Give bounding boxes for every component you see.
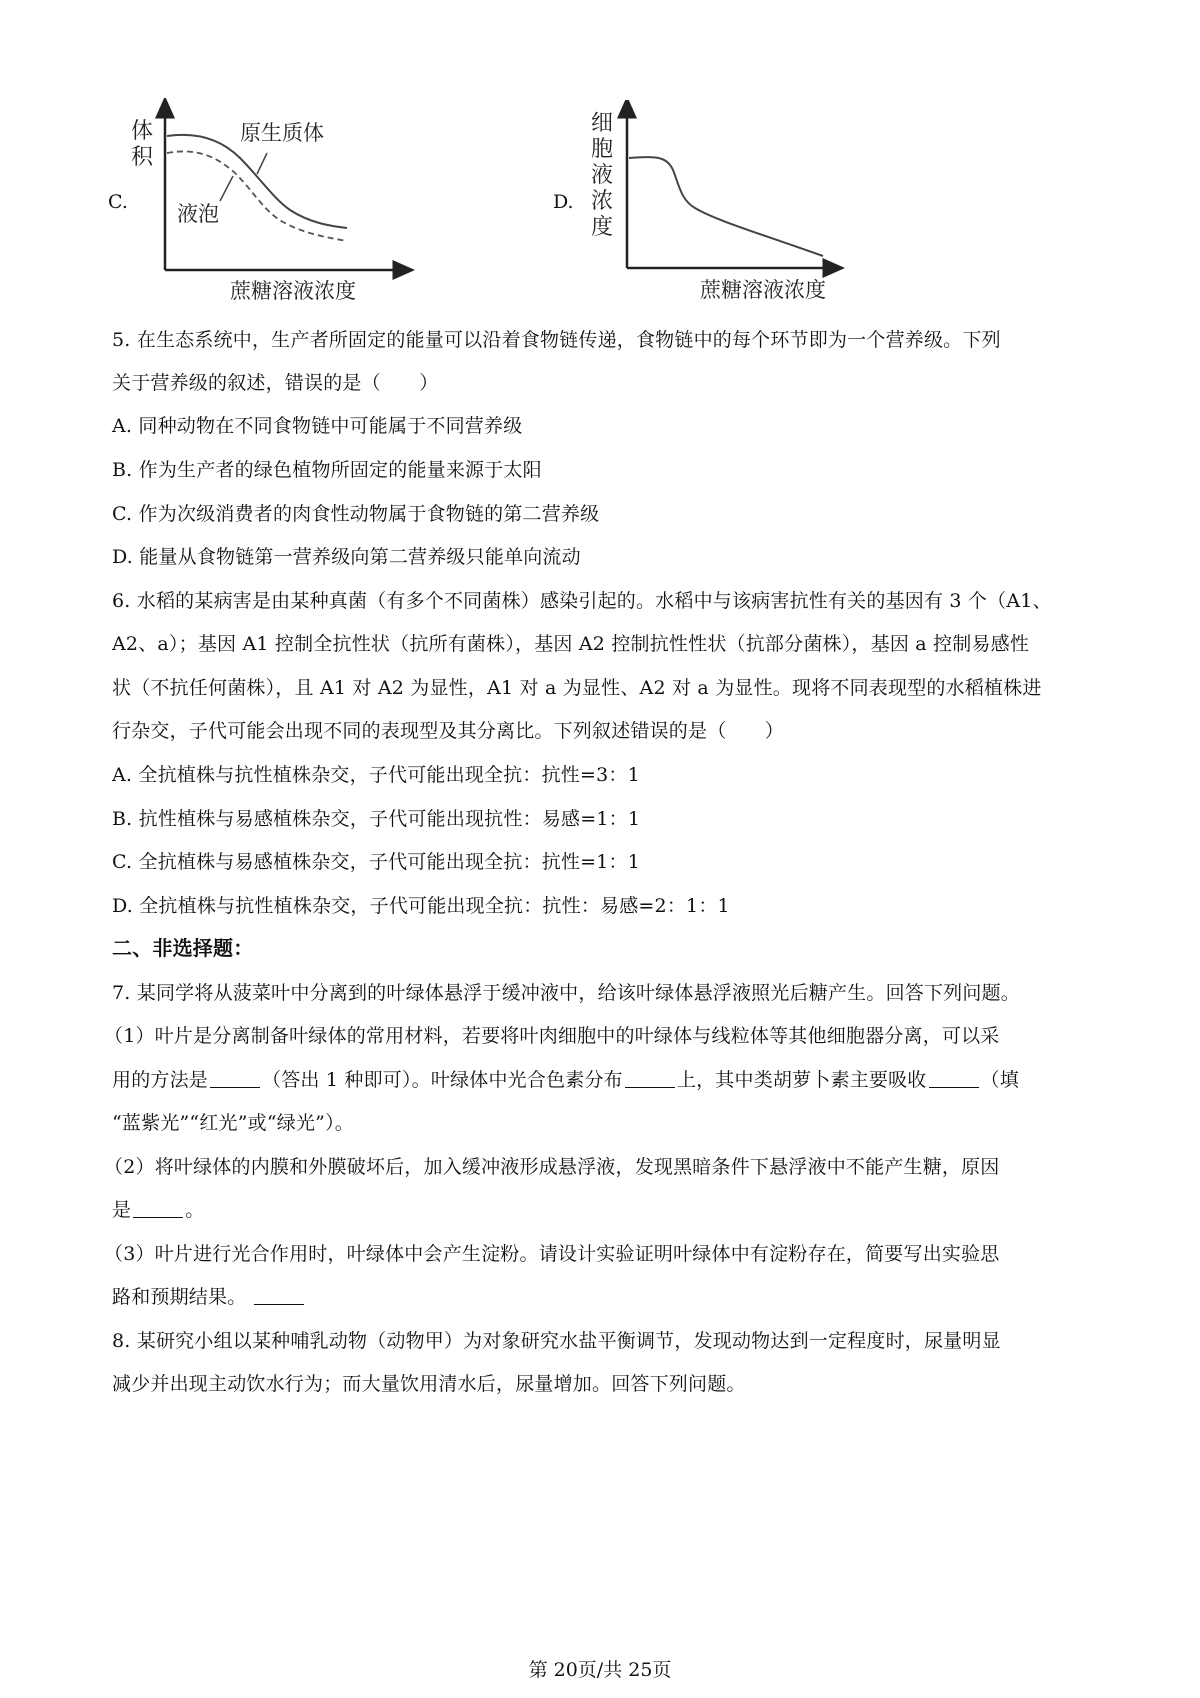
q6-stem-line-3: 状（不抗任何菌株），且 A1 对 A2 为显性，A1 对 a 为显性、A2 对 a 为显性。现将不同表现型的水稻植株进 [112, 677, 1042, 699]
q6-stem-line-2: A2、a）；基因 A1 控制全抗性状（抗所有菌株），基因 A2 控制抗性性状（抗部分菌株），基因 a 控制易感性 [112, 633, 1030, 655]
section-heading: 二、非选择题： [112, 936, 254, 960]
q7-part1-text-b: （答出 1 种即可）。叶绿体中光合色素分布 [262, 1069, 623, 1091]
q5-option-d: D. 能量从食物链第一营养级向第二营养级只能单向流动 [112, 546, 581, 568]
q7-part2-text-b: 。 [185, 1199, 205, 1221]
page-footer: 第 20页/共 25页 [528, 1659, 672, 1681]
figure-c-label: C. [108, 191, 128, 213]
q7-part3-line-1: （3）叶片进行光合作用时，叶绿体中会产生淀粉。请设计实验证明叶绿体中有淀粉存在，简要写出实验思 [104, 1243, 1000, 1265]
q8-stem-line-2: 减少并出现主动饮水行为；而大量饮用清水后，尿量增加。回答下列问题。 [112, 1373, 746, 1395]
q6-stem-line-1: 6. 水稻的某病害是由某种真菌（有多个不同菌株）感染引起的。水稻中与该病害抗性有关的基因有 3 个（A1、 [112, 590, 1052, 612]
figure-d-y-label-3: 液 [591, 163, 614, 188]
answer-blank-4[interactable] [133, 1199, 183, 1218]
q8-stem-line-1: 8. 某研究小组以某种哺乳动物（动物甲）为对象研究水盐平衡调节，发现动物达到一定程度时，尿量明显 [112, 1330, 1001, 1352]
answer-blank-3[interactable] [929, 1069, 979, 1088]
q5-option-a: A. 同种动物在不同食物链中可能属于不同营养级 [112, 415, 523, 437]
q7-part1-text-a: 用的方法是 [112, 1069, 209, 1091]
q7-stem: 7. 某同学将从菠菜叶中分离到的叶绿体悬浮于缓冲液中，给该叶绿体悬浮液照光后糖产生。回答下列问题。 [112, 982, 1020, 1004]
q6-option-c: C. 全抗植株与易感植株杂交，子代可能出现全抗：抗性=1：1 [112, 851, 641, 873]
figure-d-y-label-1: 细 [591, 111, 614, 136]
q5-stem-line-2: 关于营养级的叙述，错误的是（ ） [112, 372, 439, 394]
q7-part1-text-c: 上，其中类胡萝卜素主要吸收 [676, 1069, 927, 1091]
figure-c-chart [125, 98, 415, 313]
q7-part1-line-3: “蓝紫光”“红光”或“绿光”）。 [112, 1112, 354, 1134]
q7-part1-line-2 [112, 1066, 1019, 1094]
q7-part1-line-1: （1）叶片是分离制备叶绿体的常用材料，若要将叶肉细胞中的叶绿体与线粒体等其他细胞器分离，可以采 [104, 1025, 1000, 1047]
figure-c-vacuole-curve [167, 151, 347, 241]
q7-part2-line-1: （2）将叶绿体的内膜和外膜破坏后，加入缓冲液形成悬浮液，发现黑暗条件下悬浮液中不能产生糖，原因 [104, 1156, 1000, 1178]
q5-stem-line-1: 5. 在生态系统中，生产者所固定的能量可以沿着食物链传递，食物链中的每个环节即为一个营养级。下列 [112, 329, 1001, 351]
figure-d-x-label: 蔗糖溶液浓度 [700, 278, 826, 302]
q5-option-b: B. 作为生产者的绿色植物所固定的能量来源于太阳 [112, 459, 542, 481]
figure-c-y-label-2: 积 [131, 145, 154, 170]
figure-c-protoplast-label: 原生质体 [240, 121, 324, 145]
q7-part1-text-d: （填 [980, 1069, 1019, 1091]
answer-blank-5[interactable] [254, 1286, 304, 1305]
figure-d-label: D. [553, 191, 574, 213]
figure-c-protoplast-pointer [257, 153, 267, 174]
q6-option-a: A. 全抗植株与抗性植株杂交，子代可能出现全抗：抗性=3：1 [112, 764, 640, 786]
answer-blank-1[interactable] [210, 1069, 260, 1088]
q6-stem-line-4: 行杂交，子代可能会出现不同的表现型及其分离比。下列叙述错误的是（ ） [112, 720, 785, 742]
figure-d-y-label-5: 度 [591, 215, 614, 240]
figure-c-vacuole-pointer [220, 176, 233, 201]
answer-blank-2[interactable] [625, 1069, 675, 1088]
figure-d-chart [585, 100, 845, 310]
q5-option-c: C. 作为次级消费者的肉食性动物属于食物链的第二营养级 [112, 503, 600, 525]
figure-c-vacuole-label: 液泡 [177, 202, 219, 226]
figure-c-y-label-1: 体 [131, 119, 154, 144]
figure-d-y-label-2: 胞 [591, 137, 614, 162]
q6-option-b: B. 抗性植株与易感植株杂交，子代可能出现抗性：易感=1：1 [112, 808, 641, 830]
figure-d-curve [629, 157, 823, 256]
figure-d-y-label-4: 浓 [591, 189, 614, 214]
q7-part2-line-2 [112, 1196, 204, 1224]
q7-part3-line-2 [112, 1283, 306, 1311]
figure-c-x-label: 蔗糖溶液浓度 [230, 279, 356, 303]
q6-option-d: D. 全抗植株与抗性植株杂交，子代可能出现全抗：抗性：易感=2：1：1 [112, 895, 730, 917]
q7-part2-text-a: 是 [112, 1199, 132, 1221]
q7-part3-text: 路和预期结果。 [112, 1286, 247, 1308]
